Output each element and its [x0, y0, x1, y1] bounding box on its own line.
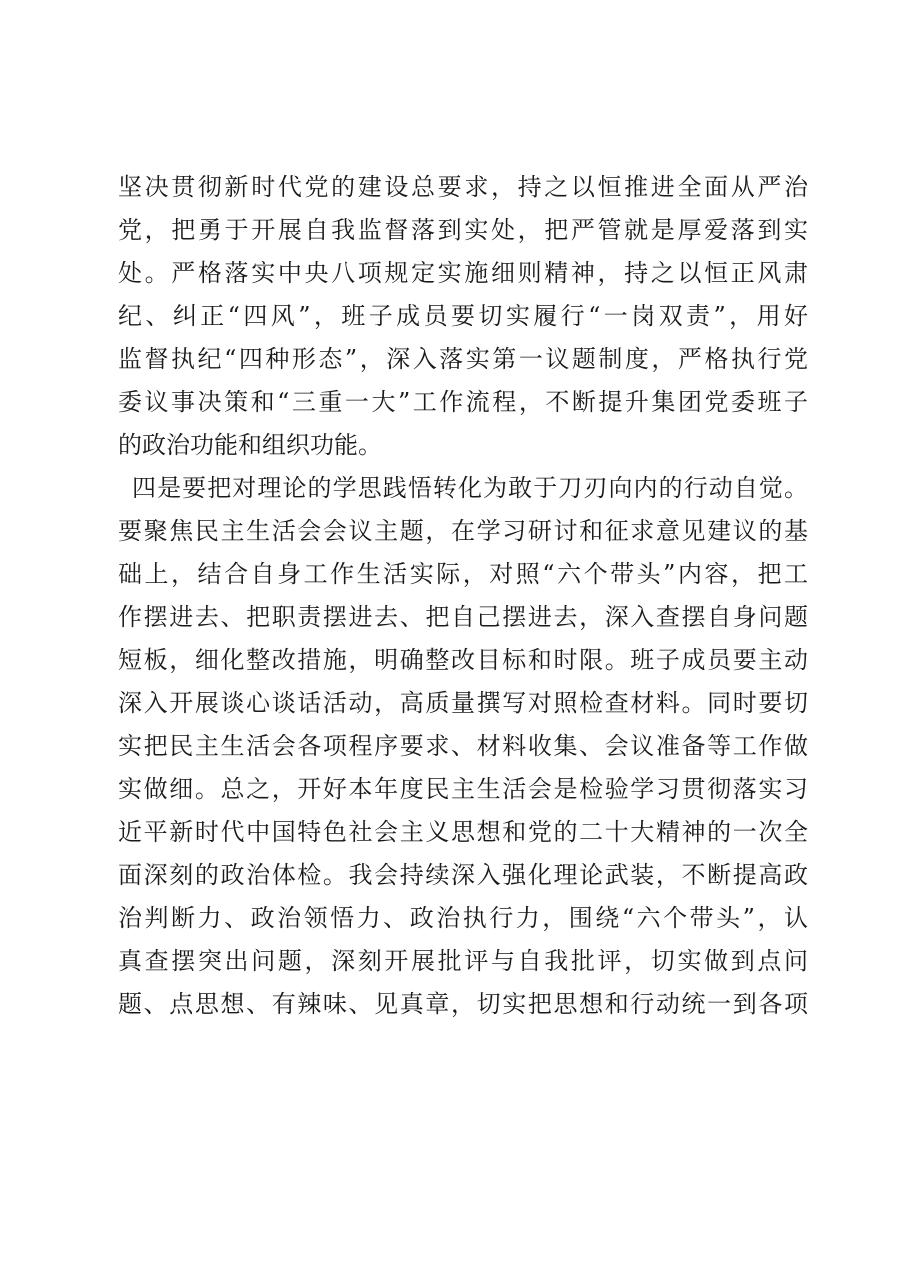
text-line: 题、点思想、有辣味、见真章，切实把思想和行动统一到各项 — [118, 990, 808, 1018]
text-line: 的政治功能和组织功能。 — [118, 431, 382, 459]
text-line: 委议事决策和“三重一大”工作流程，不断提升集团党委班子 — [118, 388, 808, 416]
paragraph — [118, 166, 808, 467]
text-line: 作摆进去、把职责摆进去、把自己摆进去，深入查摆自身问题 — [118, 603, 808, 631]
text-line: 近平新时代中国特色社会主义思想和党的二十大精神的一次全 — [118, 818, 808, 846]
text-line: 治判断力、政治领悟力、政治执行力，围绕“六个带头”，认 — [118, 904, 808, 932]
text-line: 真查摆突出问题，深刻开展批评与自我批评，切实做到点问 — [118, 947, 808, 975]
text-line: 实把民主生活会各项程序要求、材料收集、会议准备等工作做 — [118, 732, 808, 760]
text-line: 实做细。总之，开好本年度民主生活会是检验学习贯彻落实习 — [118, 775, 808, 803]
paragraph — [118, 467, 808, 1026]
text-line: 要聚焦民主生活会会议主题，在学习研讨和征求意见建议的基 — [118, 517, 808, 545]
text-line: 纪、纠正“四风”，班子成员要切实履行“一岗双责”，用好 — [118, 302, 808, 330]
text-line: 党，把勇于开展自我监督落到实处，把严管就是厚爱落到实 — [118, 216, 808, 244]
text-line: 础上，结合自身工作生活实际，对照“六个带头”内容，把工 — [118, 560, 808, 588]
text-line: 监督执纪“四种形态”，深入落实第一议题制度，严格执行党 — [118, 345, 808, 373]
text-line: 坚决贯彻新时代党的建设总要求，持之以恒推进全面从严治 — [118, 173, 808, 201]
text-line: 四是要把对理论的学思践悟转化为敢于刀刃向内的行动自觉。 — [132, 474, 808, 502]
text-line: 深入开展谈心谈话活动，高质量撰写对照检查材料。同时要切 — [118, 689, 808, 717]
text-line: 处。严格落实中央八项规定实施细则精神，持之以恒正风肃 — [118, 259, 808, 287]
text-line: 短板，细化整改措施，明确整改目标和时限。班子成员要主动 — [118, 646, 808, 674]
document-body — [118, 166, 808, 1026]
text-line: 面深刻的政治体检。我会持续深入强化理论武装，不断提高政 — [118, 861, 808, 889]
